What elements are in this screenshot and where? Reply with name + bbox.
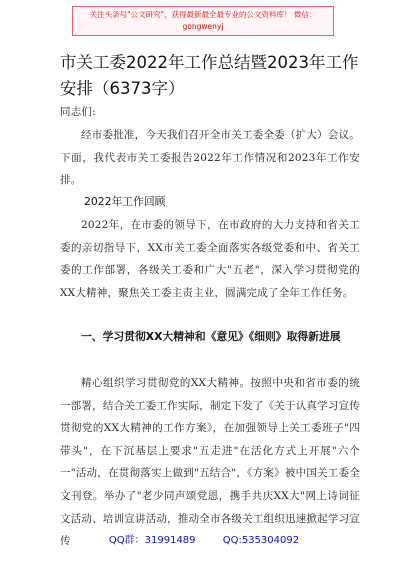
- footer-qq: QQ:535304092: [222, 535, 300, 546]
- subheading-one: 一、学习贯彻XX大精神和《意见》《细则》取得新进展: [81, 330, 341, 343]
- salutation: 同志们:: [60, 106, 96, 118]
- promo-banner-text: 关注头条号"公文研究"，获得最新最全最专业的公文资料库！ 微信：gongwenyj: [89, 10, 317, 31]
- document-title: 市关工委2022年工作总结暨2023年工作安排（6373字）: [60, 53, 359, 98]
- body-paragraph: 精心组织学习贯彻党的XX大精神。按照中央和省市委的统一部署，结合关工委工作实际，制定下发了《关于认真学习宣传贯彻党的XX大精神的工作方案》，在加强领导上关工委班子"四带头"，在下沉基层上要求"五走进"在活化方式上开展"六个一"活动，在贯彻落实上做到"五结合"，《方案》被中国关工委全文刊登。举办了"老少同声颂党恩，携手共庆XX大"网上诗词征文活动、培训宣讲活动，推动全市各级关工组织迅速掀起学习宣传: [60, 377, 360, 548]
- review-paragraph: 2022年，在市委的领导下，在市政府的大力支持和省关工委的亲切指导下，XX市关工委全面落实各级党委和中、省关工委的工作部署，各级关工委和广大"五老"，深入学习贯彻党的XX大精神，聚焦关工委主责主业，圆满完成了全年工作任务。: [60, 219, 360, 299]
- intro-paragraph: 经市委批准，今天我们召开全市关工委全委（扩大）会议。下面，我代表市关工委报告2022年工作情况和2023年工作安排。: [60, 129, 360, 187]
- footer-qq-group: QQ群：31991489: [108, 535, 196, 546]
- promo-banner: [72, 6, 334, 36]
- section-title: 2022年工作回顾: [84, 195, 166, 208]
- footer-contacts: [0, 531, 408, 546]
